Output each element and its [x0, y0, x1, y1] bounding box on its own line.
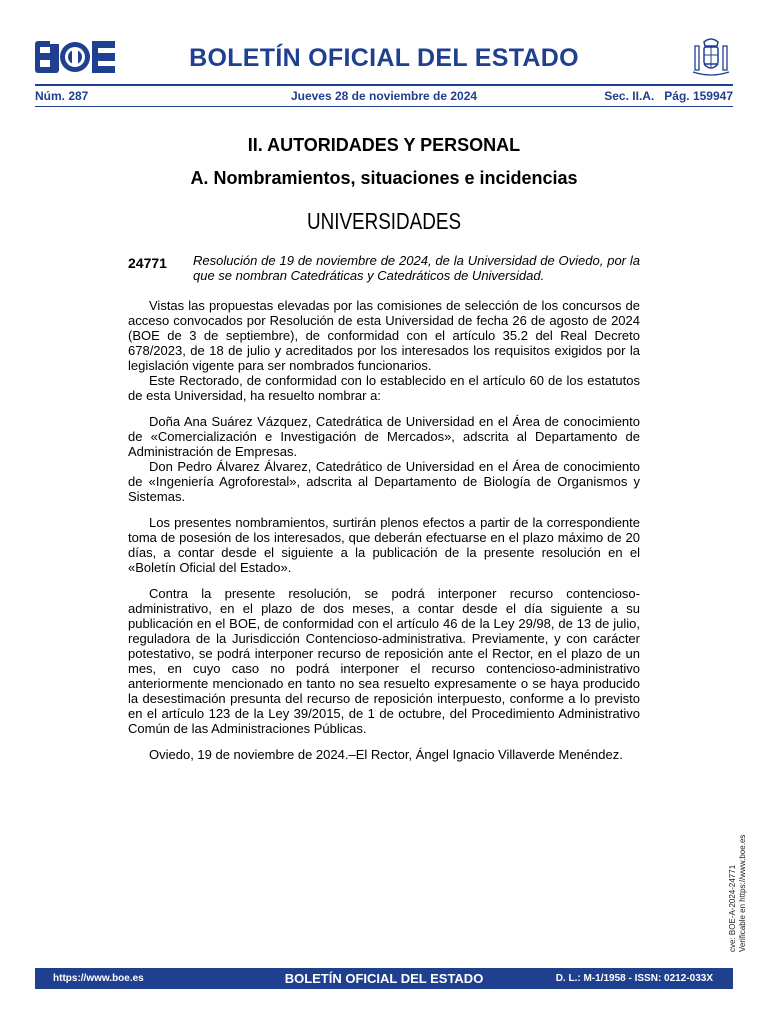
issue-number: Núm. 287 — [35, 89, 89, 103]
paragraph: Contra la presente resolución, se podrá interponer recurso contencioso-administrativo, en el plazo de dos meses, a contar desde el día siguiente a su publicación en el BOE, de conformidad con el artículo 46 de la Ley 29/98, de 13 de julio, reguladora de la Jurisdicción Contencioso-administrativa. Previamente, y con carácter potestativo, se podrá interponer recurso de reposición ante el Rector, en el plazo de un mes, en cuyo caso no podrá interponer el recurso contencioso-administrativo anteriormente mencionado en tanto no sea resuelto expresamente o se haya producido la desestimación presunta del recurso de reposición interpuesto, conforme a lo previsto en el artículo 123 de la Ley 39/2015, de 1 de octubre, del Procedimiento Administrativo Común de las Administraciones Públicas. — [128, 586, 640, 736]
coat-of-arms-icon — [690, 36, 732, 80]
section-page: Sec. II.A. Pág. 159947 — [604, 89, 733, 103]
paragraph: Vistas las propuestas elevadas por las comisiones de selección de los concursos de acceso convocados por Resolución de esta Universidad de fecha 26 de agosto de 2024 (BOE de 3 de septiembre), de conformidad con el artículo 35.2 del Real Decreto 678/2023, de 18 de julio y acreditados por los interesados los requisitos exigidos por la legislación vigente para ser nombrados funcionarios. — [128, 298, 640, 373]
section-title: II. AUTORIDADES Y PERSONAL — [247, 135, 521, 155]
side-verification — [728, 822, 750, 952]
meta-rule — [35, 106, 733, 107]
document-body — [128, 298, 640, 762]
footer-bar — [35, 968, 733, 989]
header-rule — [35, 84, 733, 86]
paragraph: Don Pedro Álvarez Álvarez, Catedrático de Universidad en el Área de conocimiento de «Ingeniería Agroforestal», adscrita al Departamento de Biología de Organismos y Sistemas. — [128, 459, 640, 504]
footer-url-link[interactable]: https://www.boe.es — [53, 973, 144, 984]
verify-link[interactable]: Verificable en https://www.boe.es — [738, 834, 747, 952]
paragraph: Doña Ana Suárez Vázquez, Catedrática de Universidad en el Área de conocimiento de «Comercialización e Investigación de Mercados», adscrita al Departamento de Administración de Empresas. — [128, 414, 640, 459]
signature-line: Oviedo, 19 de noviembre de 2024.–El Rector, Ángel Ignacio Villaverde Menéndez. — [149, 747, 623, 762]
cve-code: cve: BOE-A-2024-24771 — [728, 864, 737, 952]
subsection-title: A. Nombramientos, situaciones e incidencias — [190, 168, 578, 188]
masthead-title: BOLETÍN OFICIAL DEL ESTADO — [189, 44, 579, 72]
footer-title: BOLETÍN OFICIAL DEL ESTADO — [284, 971, 484, 986]
paragraph: Los presentes nombramientos, surtirán plenos efectos a partir de la correspondiente toma de posesión de los interesados, que deberán efectuarse en el plazo máximo de 20 días, a contar desde el siguiente a la publicación de la presente resolución en el «Boletín Oficial del Estado». — [128, 515, 640, 575]
footer-legal: D. L.: M-1/1958 - ISSN: 0212-033X — [555, 973, 713, 984]
organization-title: UNIVERSIDADES — [306, 208, 462, 234]
resolution-title: Resolución de 19 de noviembre de 2024, de la Universidad de Oviedo, por la que se nombran Catedráticas y Catedráticos de Universidad. — [193, 253, 640, 283]
resolution-number: 24771 — [128, 255, 167, 271]
paragraph: Este Rectorado, de conformidad con lo establecido en el artículo 60 de los estatutos de esta Universidad, ha resuelto nombrar a: — [128, 373, 640, 403]
boe-logo — [35, 41, 115, 73]
issue-date: Jueves 28 de noviembre de 2024 — [290, 89, 478, 103]
